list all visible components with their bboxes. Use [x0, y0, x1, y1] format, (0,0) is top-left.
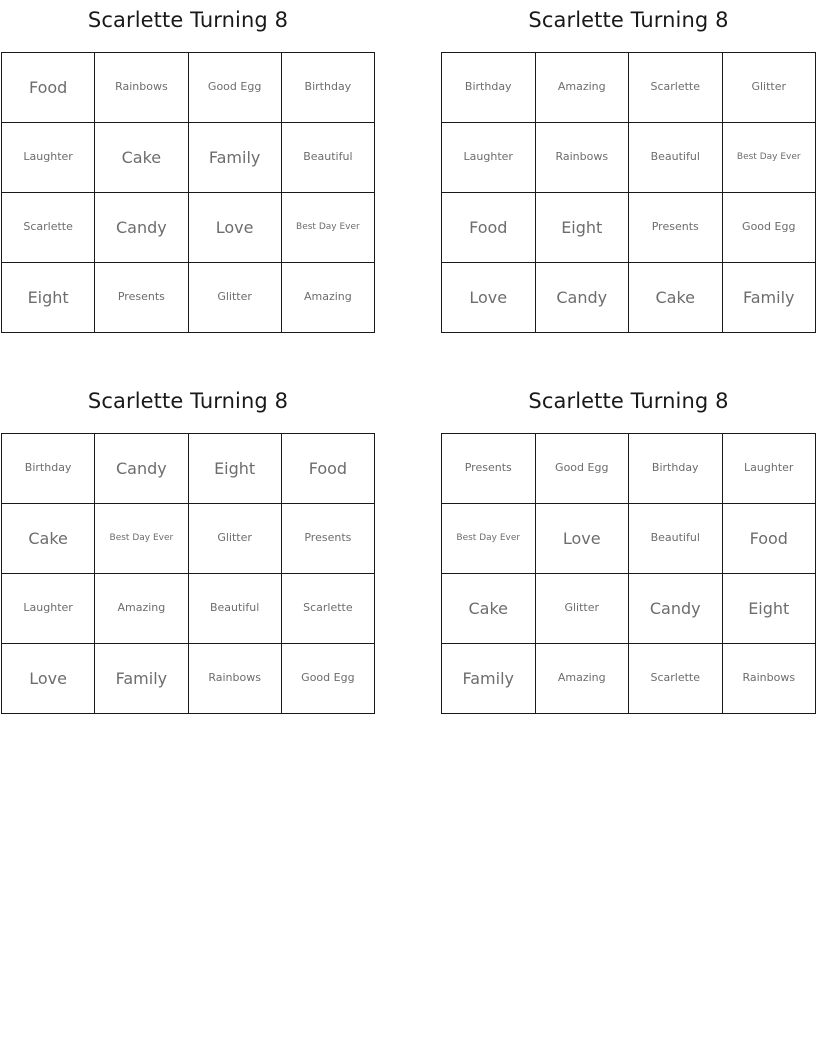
- bingo-cell-label: Love: [215, 217, 254, 237]
- bingo-cell-label: Rainbows: [115, 80, 168, 94]
- bingo-cell[interactable]: [282, 644, 375, 714]
- bingo-cell[interactable]: [536, 504, 630, 574]
- bingo-cell-label: Amazing: [557, 671, 606, 685]
- bingo-cell[interactable]: [629, 644, 723, 714]
- bingo-cell[interactable]: [723, 504, 816, 574]
- bingo-cell[interactable]: [2, 123, 95, 193]
- bingo-cell[interactable]: [723, 123, 816, 193]
- bingo-cell-label: Beautiful: [209, 601, 260, 615]
- bingo-cell-label: Glitter: [217, 290, 252, 304]
- bingo-cell[interactable]: [2, 644, 95, 714]
- bingo-cell-label: Good Egg: [301, 671, 355, 685]
- bingo-cell[interactable]: [189, 644, 282, 714]
- bingo-cell-label: Family: [462, 668, 514, 688]
- bingo-cell-label: Good Egg: [207, 80, 262, 94]
- bingo-cell-label: Glitter: [564, 601, 600, 615]
- bingo-cell-label: Family: [208, 147, 261, 167]
- bingo-cell[interactable]: [282, 574, 375, 644]
- bingo-cell-label: Eight: [27, 287, 69, 307]
- bingo-cell[interactable]: [723, 53, 816, 123]
- bingo-cell[interactable]: [282, 123, 375, 193]
- bingo-cell-label: Scarlette: [650, 80, 700, 94]
- bingo-cell[interactable]: [2, 504, 95, 574]
- bingo-cell-label: Presents: [304, 531, 352, 545]
- bingo-cell-label: Cake: [468, 598, 508, 618]
- bingo-grid: [1, 52, 375, 333]
- bingo-cell[interactable]: [189, 434, 282, 504]
- bingo-cell-label: Eight: [748, 598, 790, 618]
- bingo-cell[interactable]: [2, 53, 95, 123]
- bingo-cell-label: Scarlette: [303, 601, 353, 615]
- bingo-cell-label: Birthday: [24, 461, 72, 475]
- bingo-cell-label: Laughter: [744, 461, 794, 475]
- bingo-cell-label: Love: [562, 528, 601, 548]
- bingo-cell[interactable]: [629, 193, 723, 263]
- bingo-cell-label: Food: [308, 458, 348, 478]
- bingo-cell-label: Birthday: [304, 80, 352, 94]
- bingo-cell[interactable]: [189, 53, 282, 123]
- bingo-cell-label: Amazing: [557, 80, 606, 94]
- bingo-cell[interactable]: [442, 434, 536, 504]
- bingo-cell[interactable]: [282, 434, 375, 504]
- card-title: Scarlette Turning 8: [87, 8, 289, 32]
- bingo-cell[interactable]: [723, 644, 816, 714]
- bingo-cell-label: Beautiful: [303, 150, 353, 164]
- bingo-cell[interactable]: [2, 574, 95, 644]
- bingo-cell[interactable]: [629, 263, 723, 333]
- bingo-cell-label: Food: [749, 528, 788, 548]
- bingo-cell-label: Beautiful: [650, 531, 700, 545]
- bingo-cell[interactable]: [629, 53, 723, 123]
- bingo-cell-label: Presents: [464, 461, 512, 475]
- bingo-cell[interactable]: [189, 193, 282, 263]
- bingo-cell-label: Cake: [655, 287, 695, 307]
- bingo-cell[interactable]: [629, 434, 723, 504]
- bingo-cell[interactable]: [723, 263, 816, 333]
- bingo-cell[interactable]: [536, 574, 630, 644]
- bingo-cell[interactable]: [536, 193, 630, 263]
- bingo-cell-label: Eight: [214, 458, 256, 478]
- bingo-cell-label: Presents: [117, 290, 165, 304]
- bingo-cell-label: Good Egg: [555, 461, 609, 475]
- bingo-cell[interactable]: [536, 263, 630, 333]
- bingo-cell-label: Birthday: [464, 80, 512, 94]
- bingo-cell[interactable]: [442, 644, 536, 714]
- bingo-cell-label: Best Day Ever: [296, 221, 360, 232]
- bingo-cell-label: Candy: [556, 287, 608, 307]
- bingo-cell[interactable]: [95, 434, 188, 504]
- bingo-cell[interactable]: [2, 263, 95, 333]
- bingo-cell[interactable]: [536, 53, 630, 123]
- bingo-cell[interactable]: [282, 263, 375, 333]
- bingo-card: [441, 10, 816, 333]
- bingo-card: [1, 10, 375, 333]
- bingo-cell-label: Rainbows: [208, 671, 261, 685]
- bingo-cell[interactable]: [282, 504, 375, 574]
- bingo-cell-label: Candy: [649, 598, 701, 618]
- bingo-cell-label: Laughter: [463, 150, 513, 164]
- bingo-cell[interactable]: [282, 53, 375, 123]
- bingo-cell-label: Best Day Ever: [456, 532, 521, 543]
- bingo-cell[interactable]: [282, 193, 375, 263]
- bingo-cell-label: Rainbows: [555, 150, 609, 164]
- bingo-card: [1, 391, 375, 714]
- bingo-cell[interactable]: [442, 193, 536, 263]
- bingo-cell[interactable]: [629, 574, 723, 644]
- bingo-card: [441, 391, 816, 714]
- bingo-cell[interactable]: [95, 193, 188, 263]
- bingo-cell-label: Eight: [561, 217, 603, 237]
- bingo-cell-label: Love: [469, 287, 508, 307]
- bingo-cell-label: Candy: [116, 217, 167, 237]
- bingo-cell-label: Glitter: [217, 531, 252, 545]
- bingo-cell[interactable]: [442, 504, 536, 574]
- bingo-cell[interactable]: [629, 123, 723, 193]
- bingo-cell[interactable]: [95, 123, 188, 193]
- card-title: Scarlette Turning 8: [528, 8, 729, 32]
- bingo-cell[interactable]: [536, 644, 630, 714]
- bingo-cell-label: Good Egg: [742, 220, 796, 234]
- bingo-grid: [1, 433, 375, 714]
- card-title: Scarlette Turning 8: [528, 389, 729, 413]
- bingo-cell-label: Birthday: [651, 461, 699, 475]
- bingo-cell-label: Amazing: [117, 601, 166, 615]
- bingo-cell[interactable]: [442, 263, 536, 333]
- bingo-cell[interactable]: [189, 123, 282, 193]
- bingo-cell[interactable]: [95, 504, 188, 574]
- bingo-cell-label: Laughter: [23, 150, 73, 164]
- bingo-cell[interactable]: [536, 123, 630, 193]
- bingo-cell-label: Best Day Ever: [736, 151, 801, 162]
- bingo-cell[interactable]: [189, 574, 282, 644]
- bingo-cell[interactable]: [95, 574, 188, 644]
- bingo-cell[interactable]: [2, 193, 95, 263]
- bingo-cell-label: Family: [115, 668, 168, 688]
- bingo-cell-label: Amazing: [303, 290, 352, 304]
- bingo-cell[interactable]: [629, 504, 723, 574]
- bingo-cell[interactable]: [536, 434, 630, 504]
- bingo-cell[interactable]: [95, 644, 188, 714]
- bingo-cell-label: Presents: [651, 220, 699, 234]
- bingo-cell[interactable]: [442, 123, 536, 193]
- bingo-cell-label: Best Day Ever: [109, 532, 174, 543]
- bingo-cell[interactable]: [723, 434, 816, 504]
- bingo-cell-label: Glitter: [751, 80, 787, 94]
- bingo-cell[interactable]: [723, 193, 816, 263]
- bingo-cell-label: Rainbows: [742, 671, 796, 685]
- bingo-cell-label: Scarlette: [23, 220, 73, 234]
- bingo-cell-label: Love: [29, 668, 67, 688]
- bingo-cell[interactable]: [2, 434, 95, 504]
- bingo-grid: [441, 52, 816, 333]
- bingo-cell-label: Cake: [28, 528, 68, 548]
- bingo-cell-label: Food: [469, 217, 508, 237]
- bingo-cell-label: Laughter: [23, 601, 73, 615]
- bingo-cell-label: Family: [743, 287, 795, 307]
- bingo-cell[interactable]: [442, 53, 536, 123]
- card-title: Scarlette Turning 8: [87, 389, 289, 413]
- bingo-cell-label: Scarlette: [650, 671, 700, 685]
- bingo-cell[interactable]: [189, 263, 282, 333]
- bingo-grid: [441, 433, 816, 714]
- bingo-cell[interactable]: [95, 263, 188, 333]
- bingo-cell-label: Food: [28, 77, 68, 97]
- bingo-cell-label: Beautiful: [650, 150, 700, 164]
- bingo-cell[interactable]: [442, 574, 536, 644]
- bingo-cell[interactable]: [95, 53, 188, 123]
- bingo-cell-label: Candy: [116, 458, 167, 478]
- bingo-cell-label: Cake: [121, 147, 162, 167]
- bingo-cell[interactable]: [723, 574, 816, 644]
- bingo-cell[interactable]: [189, 504, 282, 574]
